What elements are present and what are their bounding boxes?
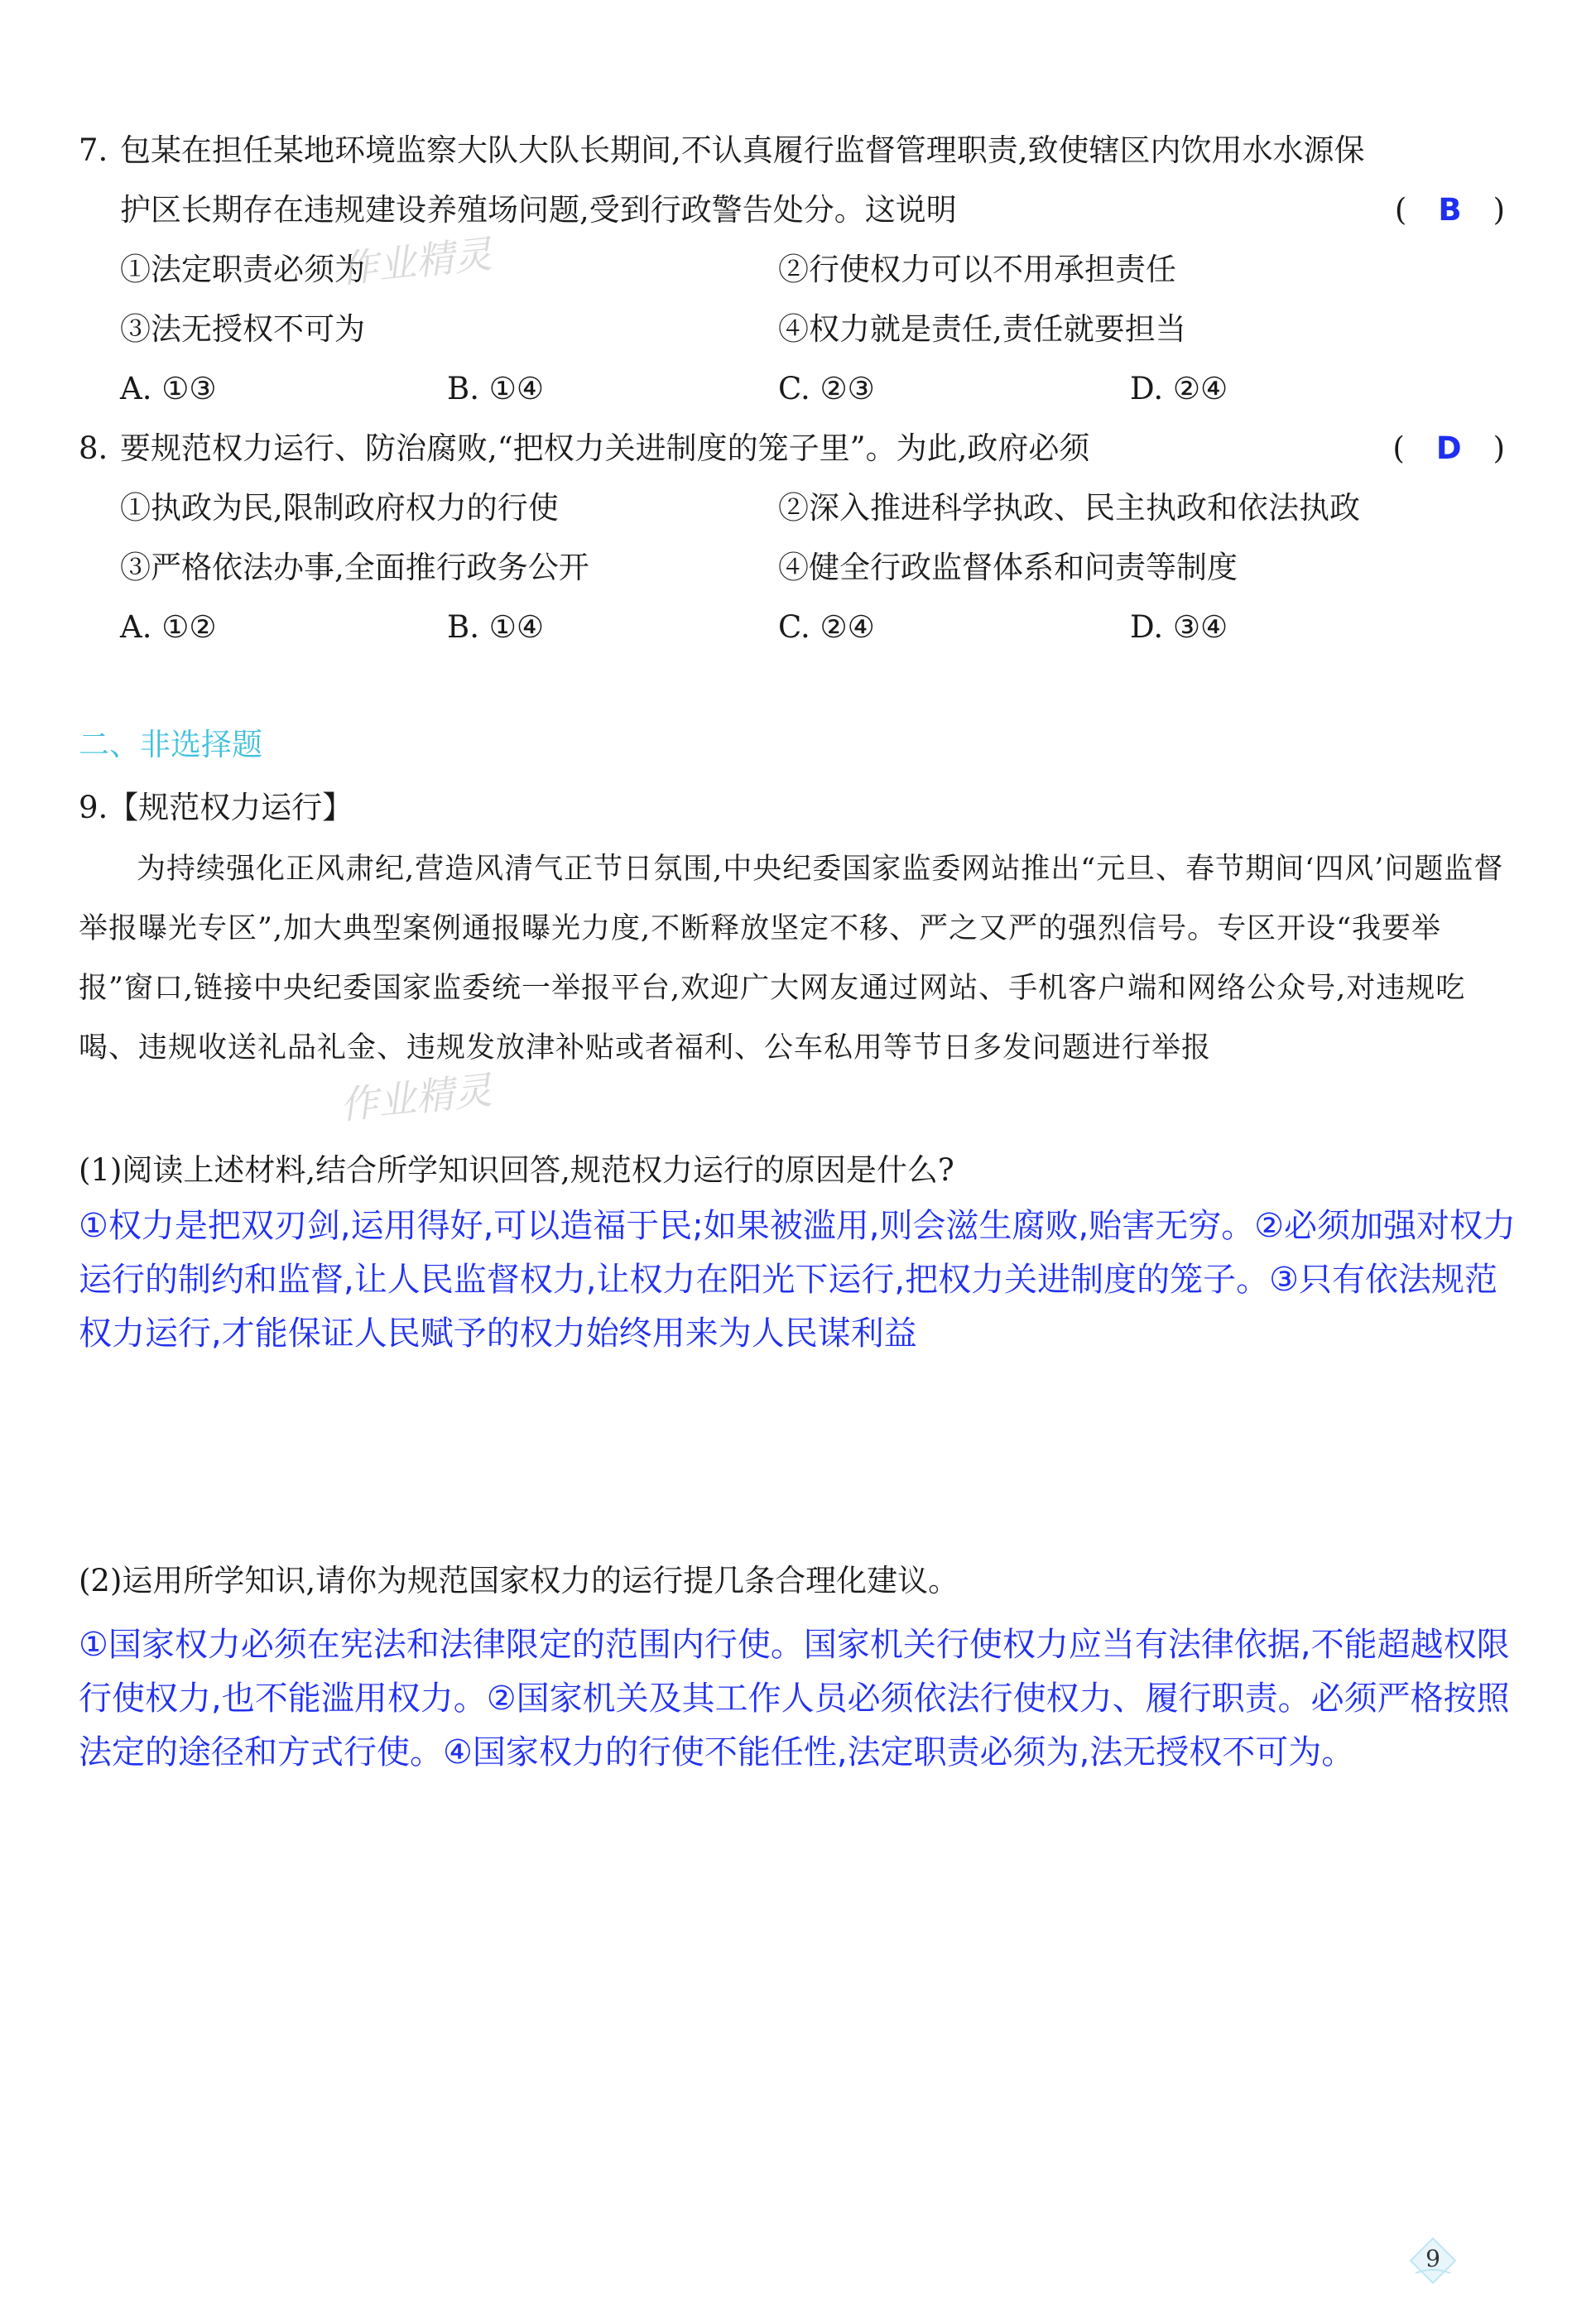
q7-number: 7. bbox=[79, 132, 108, 168]
q9-sub1-question: (1)阅读上述材料,结合所学知识回答,规范权力运行的原因是什么? bbox=[79, 1152, 954, 1188]
q7-answer: B bbox=[1438, 192, 1462, 228]
q7-answer-slot: ( B ) bbox=[1394, 192, 1505, 228]
q8-statement-2: ②深入推进科学执政、民主执政和依法执政 bbox=[778, 490, 1360, 526]
watermark-logo: 作业精灵 bbox=[337, 1067, 494, 1128]
q8-option-b: B. ①④ bbox=[447, 609, 545, 645]
q7-statement-1: ①法定职责必须为 bbox=[120, 252, 365, 287]
q8-option-d: D. ③④ bbox=[1130, 609, 1228, 645]
q8-statement-3: ③严格依法办事,全面推行政务公开 bbox=[120, 550, 589, 585]
q7-stem-line1: 包某在担任某地环境监察大队大队长期间,不认真履行监督管理职责,致使辖区内饮用水水源保 bbox=[120, 132, 1365, 168]
q8-option-c: C. ②④ bbox=[778, 609, 875, 645]
q9-material-text: 为持续强化正风肃纪,营造风清气正节日氛围,中央纪委国家监委网站推出“元旦、春节期间‘四风’问题监督举报曝光专区”,加大典型案例通报曝光力度,不断释放坚定不移、严之又严的强烈信号。专区开设“我要举报”窗口,链接中央纪委国家监委统一举报平台,欢迎广大网友通过网站、手机客户端和网络公众号,对违规吃喝、违规收送礼品礼金、违规发放津补贴或者福利、公车私用等节日多发问题进行举报 bbox=[79, 853, 1504, 1065]
q8-statement-4: ④健全行政监督体系和问责等制度 bbox=[778, 550, 1238, 585]
q7-statement-2: ②行使权力可以不用承担责任 bbox=[778, 252, 1176, 287]
q9-material bbox=[79, 839, 1507, 1078]
q9-sub1-answer: ①权力是把双刃剑,运用得好,可以造福于民;如果被滥用,则会滋生腐败,贻害无穷。②必须加强对权力运行的制约和监督,让人民监督权力,让权力在阳光下运行,把权力关进制度的笼子。③只有依法规范权力运行,才能保证人民赋予的权力始终用来为人民谋利益 bbox=[79, 1207, 1517, 1353]
q7-statement-4: ④权力就是责任,责任就要担当 bbox=[778, 311, 1186, 347]
page-number: 9 bbox=[1425, 2245, 1440, 2272]
q9-sub2-question: (2)运用所学知识,请你为规范国家权力的运行提几条合理化建议。 bbox=[79, 1563, 959, 1598]
q8-answer: D bbox=[1435, 430, 1462, 466]
q8-statement-1: ①执政为民,限制政府权力的行使 bbox=[120, 490, 559, 526]
q7-option-b: B. ①④ bbox=[447, 371, 545, 406]
q7-stem-line2: 护区长期存在违规建设养殖场问题,受到行政警告处分。这说明 bbox=[120, 192, 957, 228]
q8-option-a: A. ①② bbox=[120, 609, 217, 645]
q8-number: 8. bbox=[79, 430, 108, 466]
watermark-logo: 作业精灵 bbox=[337, 231, 494, 292]
q7-option-a: A. ①③ bbox=[120, 371, 217, 406]
q9-sub2-answer: ①国家权力必须在宪法和法律限定的范围内行使。国家机关行使权力应当有法律依据,不能超越权限行使权力,也不能滥用权力。②国家机关及其工作人员必须依法行使权力、履行职责。必须严格按照法定的途径和方式行使。④国家权力的行使不能任性,法定职责必须为,法无授权不可为。 bbox=[79, 1626, 1510, 1771]
q7-option-d: D. ②④ bbox=[1130, 371, 1228, 406]
q7-statement-3: ③法无授权不可为 bbox=[120, 311, 365, 347]
q8-stem: 要规范权力运行、防治腐败,“把权力关进制度的笼子里”。为此,政府必须 bbox=[120, 430, 1090, 466]
q8-answer-slot: ( D ) bbox=[1392, 430, 1505, 466]
section-title: 二、非选择题 bbox=[79, 727, 262, 762]
q9-heading: 9.【规范权力运行】 bbox=[79, 790, 353, 825]
q7-option-c: C. ②③ bbox=[778, 371, 875, 406]
